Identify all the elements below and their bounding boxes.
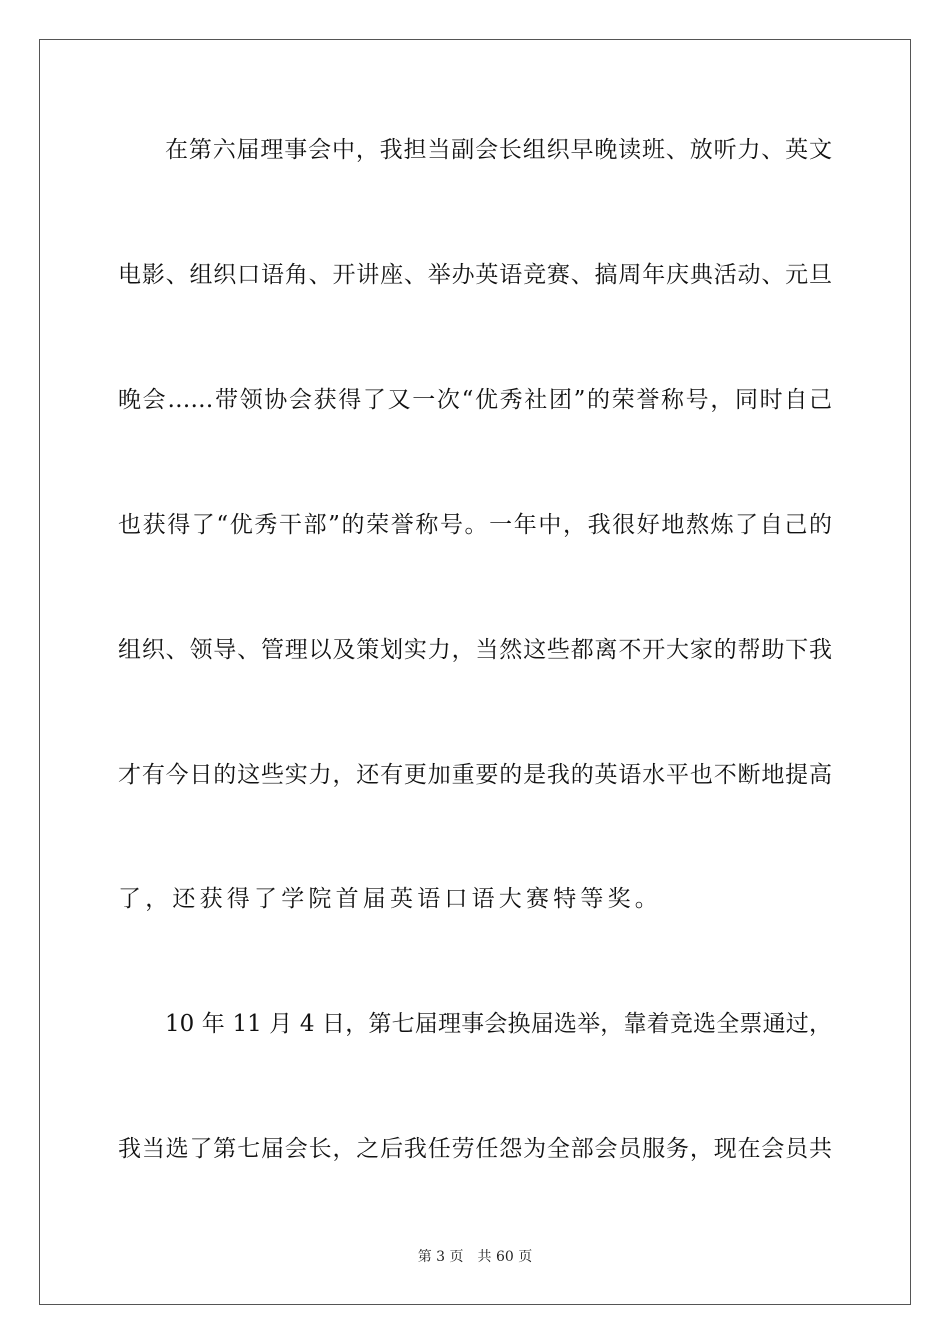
paragraph-line-1: 在第六届理事会中，我担当副会长组织早晚读班、放听力、英文 [165, 137, 832, 163]
paragraph-line-3: 晚会……带领协会获得了又一次“优秀社团”的荣誉称号，同时自己 [118, 387, 832, 413]
paragraph-line-7: 了，还获得了学院首届英语口语大赛特等奖。 [118, 886, 662, 912]
paragraph-line-4: 也获得了“优秀干部”的荣誉称号。一年中，我很好地熬炼了自己的 [118, 512, 832, 538]
page-border [39, 39, 911, 1305]
paragraph-line-6: 才有今日的这些实力，还有更加重要的是我的英语水平也不断地提高 [118, 762, 832, 788]
paragraph-line-9: 我当选了第七届会长，之后我任劳任怨为全部会员服务，现在会员共 [118, 1136, 832, 1162]
paragraph-line-8: 10 年 11 月 4 日，第七届理事会换届选举，靠着竞选全票通过， [165, 1011, 832, 1037]
page-number-footer: 第 3 页 共 60 页 [417, 1249, 533, 1265]
paragraph-line-5: 组织、领导、管理以及策划实力，当然这些都离不开大家的帮助下我 [118, 637, 832, 663]
paragraph-line-2: 电影、组织口语角、开讲座、举办英语竞赛、搞周年庆典活动、元旦 [118, 262, 832, 288]
